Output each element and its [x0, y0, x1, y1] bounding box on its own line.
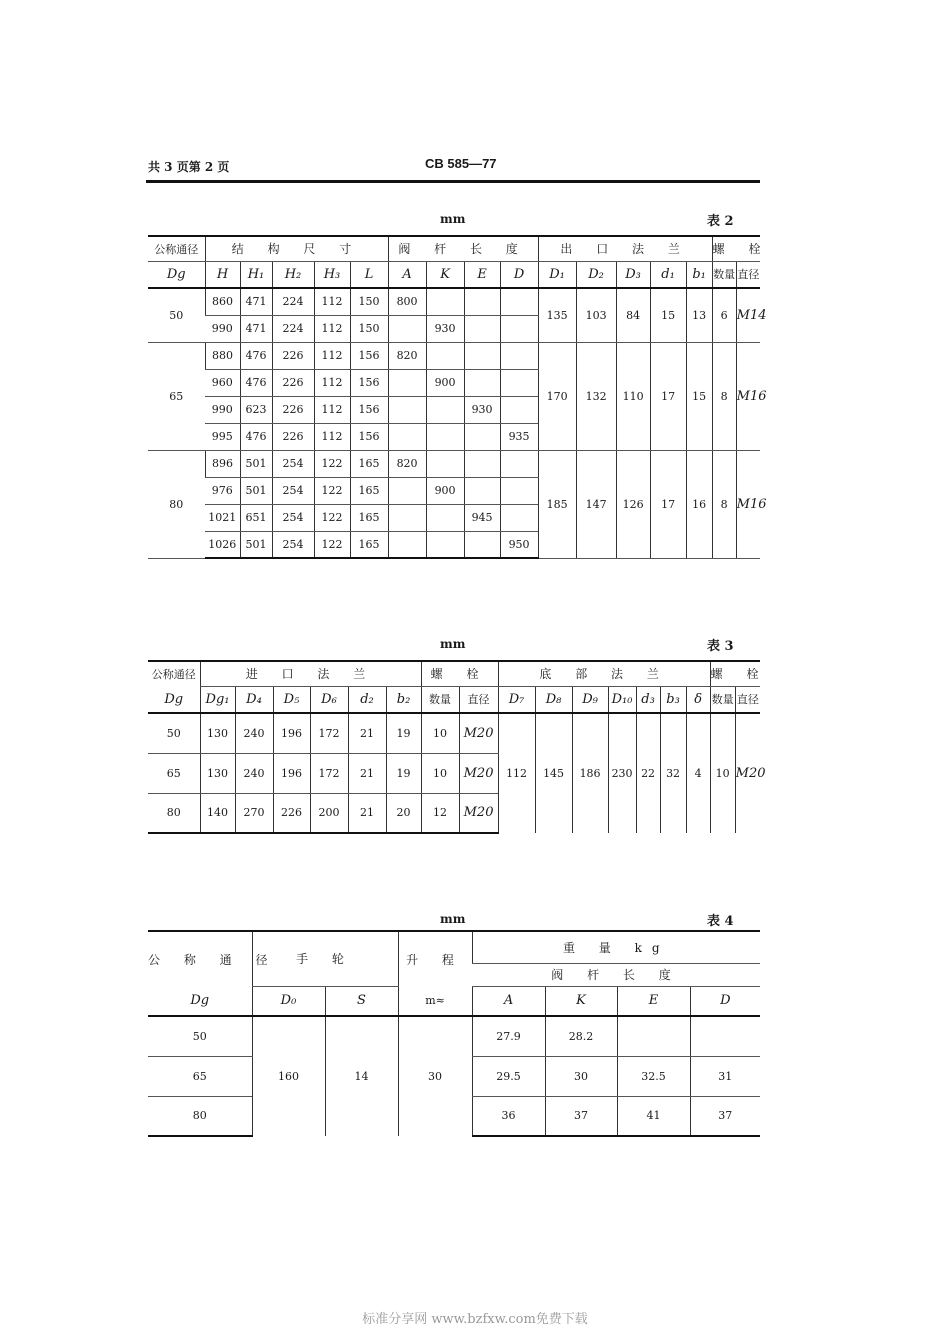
- table-cell: 820: [388, 450, 426, 477]
- table-cell: 27.9: [472, 1016, 545, 1056]
- table-cell: 976: [205, 477, 240, 504]
- column-header: D₉: [572, 686, 608, 713]
- table-row: [148, 986, 760, 1016]
- column-header: A: [388, 261, 426, 288]
- table-cell: 254: [272, 531, 314, 558]
- table-cell: 160: [252, 1016, 325, 1136]
- bolt-count: 8: [712, 450, 736, 558]
- table-cell: [426, 531, 464, 558]
- table-cell: 990: [205, 315, 240, 342]
- table-cell: 900: [426, 369, 464, 396]
- header-stem-length: 阀 杆 长 度: [472, 963, 760, 986]
- table-cell: 112: [314, 423, 350, 450]
- table-cell: 4: [686, 713, 710, 833]
- table-cell: 1026: [205, 531, 240, 558]
- table-cell: 196: [273, 753, 310, 793]
- table-cell: 226: [272, 396, 314, 423]
- table-cell: 150: [350, 288, 388, 315]
- table-cell: 31: [690, 1056, 760, 1096]
- table-cell: 476: [240, 369, 272, 396]
- table-cell: 900: [426, 477, 464, 504]
- column-header: 数量: [421, 686, 459, 713]
- table2-unit: mm: [440, 212, 466, 226]
- table-cell: 32.5: [617, 1056, 690, 1096]
- table-cell: [500, 450, 538, 477]
- table-cell: 165: [350, 504, 388, 531]
- dg-cell: 50: [148, 1016, 252, 1056]
- column-header: H: [205, 261, 240, 288]
- table2-label: 表 2: [707, 214, 734, 229]
- table-cell: 950: [500, 531, 538, 558]
- table-cell: 36: [472, 1096, 545, 1136]
- table-cell: 112: [314, 315, 350, 342]
- bolt-size: M16: [736, 450, 760, 558]
- table-cell: 471: [240, 315, 272, 342]
- table-cell: 30: [398, 1016, 472, 1136]
- table-row: [148, 450, 760, 477]
- table-row: [148, 342, 760, 369]
- table-cell: 156: [350, 369, 388, 396]
- table-cell: 1021: [205, 504, 240, 531]
- table-row: [148, 661, 760, 686]
- table-cell: 122: [314, 504, 350, 531]
- table-cell: 185: [538, 450, 576, 558]
- column-header: D₄: [235, 686, 273, 713]
- header-s: S: [325, 986, 398, 1016]
- column-header: D: [690, 986, 760, 1016]
- table-cell: 112: [314, 396, 350, 423]
- standard-number: CB 585—77: [425, 156, 497, 171]
- table-cell: [426, 396, 464, 423]
- header-lift: 升 程: [398, 931, 472, 986]
- column-header: D₁₀: [608, 686, 636, 713]
- table-cell: 103: [576, 288, 616, 342]
- header-bolt: 螺 栓: [421, 661, 498, 686]
- table-cell: 21: [348, 713, 386, 753]
- table-cell: 19: [386, 753, 421, 793]
- table-cell: 172: [310, 753, 348, 793]
- column-header: Dg₁: [200, 686, 235, 713]
- table-row: [148, 1016, 760, 1056]
- table-cell: 240: [235, 713, 273, 753]
- table-cell: [464, 342, 500, 369]
- table-cell: 165: [350, 477, 388, 504]
- column-header: Dg: [148, 686, 200, 713]
- table-cell: 224: [272, 315, 314, 342]
- table-cell: 172: [310, 713, 348, 753]
- table-cell: [388, 315, 426, 342]
- table-row: [148, 288, 760, 315]
- header-stem-length: 阀 杆 长 度: [388, 236, 538, 261]
- table-cell: 112: [314, 369, 350, 396]
- table-cell: 165: [350, 531, 388, 558]
- table-cell: 270: [235, 793, 273, 833]
- table-cell: [464, 531, 500, 558]
- bolt-count: 6: [712, 288, 736, 342]
- table-cell: 960: [205, 369, 240, 396]
- table-cell: [500, 288, 538, 315]
- table-cell: 896: [205, 450, 240, 477]
- column-header: D: [500, 261, 538, 288]
- table-cell: 10: [421, 713, 459, 753]
- table-cell: 80: [148, 793, 200, 833]
- table-cell: M20: [459, 753, 498, 793]
- table-cell: [500, 396, 538, 423]
- table-cell: [464, 450, 500, 477]
- column-header: b₃: [660, 686, 686, 713]
- table-cell: 22: [636, 713, 660, 833]
- table-cell: 930: [426, 315, 464, 342]
- table-cell: 501: [240, 531, 272, 558]
- table-cell: 17: [650, 342, 686, 450]
- table-cell: 15: [686, 342, 712, 450]
- table-cell: 84: [616, 288, 650, 342]
- table-row: [148, 261, 760, 288]
- table-cell: 145: [535, 713, 572, 833]
- table-cell: 186: [572, 713, 608, 833]
- table-cell: 196: [273, 713, 310, 753]
- table-cell: 130: [200, 753, 235, 793]
- table-cell: 10: [710, 713, 735, 833]
- column-header: 直径: [735, 686, 760, 713]
- column-header: H₂: [272, 261, 314, 288]
- header-rule: [146, 180, 760, 183]
- column-header: δ: [686, 686, 710, 713]
- table-row: [148, 236, 760, 261]
- table-cell: 471: [240, 288, 272, 315]
- column-header: L: [350, 261, 388, 288]
- table-cell: [388, 423, 426, 450]
- table-cell: 880: [205, 342, 240, 369]
- table-4: [148, 930, 760, 1137]
- table-cell: 935: [500, 423, 538, 450]
- table-cell: 122: [314, 450, 350, 477]
- table-cell: 21: [348, 753, 386, 793]
- table3-label: 表 3: [707, 639, 734, 654]
- table-cell: [426, 342, 464, 369]
- table-cell: [426, 288, 464, 315]
- column-header: b₂: [386, 686, 421, 713]
- table-cell: 126: [616, 450, 650, 558]
- dg-cell: 65: [148, 1056, 252, 1096]
- table-cell: 156: [350, 423, 388, 450]
- column-header: E: [464, 261, 500, 288]
- table-cell: [500, 369, 538, 396]
- table-cell: 12: [421, 793, 459, 833]
- dg-cell: 80: [148, 1096, 252, 1136]
- table-cell: 147: [576, 450, 616, 558]
- table-cell: 21: [348, 793, 386, 833]
- column-header: H₃: [314, 261, 350, 288]
- table-cell: [500, 342, 538, 369]
- table-cell: [464, 369, 500, 396]
- table-cell: 10: [421, 753, 459, 793]
- table-cell: 112: [498, 713, 535, 833]
- column-header: K: [426, 261, 464, 288]
- table-cell: [500, 315, 538, 342]
- footer-watermark: 标准分享网 www.bzfxw.com免费下载: [362, 1312, 588, 1327]
- table-cell: M20: [459, 793, 498, 833]
- table-cell: [464, 423, 500, 450]
- column-header: H₁: [240, 261, 272, 288]
- table-cell: 200: [310, 793, 348, 833]
- table-cell: 112: [314, 342, 350, 369]
- table-cell: [388, 477, 426, 504]
- table-cell: 945: [464, 504, 500, 531]
- table-cell: 132: [576, 342, 616, 450]
- table-cell: 112: [314, 288, 350, 315]
- table-cell: 140: [200, 793, 235, 833]
- table-row: [148, 931, 760, 963]
- column-header: D₅: [273, 686, 310, 713]
- table-cell: M20: [735, 713, 760, 833]
- table-cell: [388, 531, 426, 558]
- bolt-size: M16: [736, 342, 760, 450]
- table-cell: 15: [650, 288, 686, 342]
- table-cell: 19: [386, 713, 421, 753]
- table-cell: 651: [240, 504, 272, 531]
- table3-unit: mm: [440, 637, 466, 651]
- table-cell: 254: [272, 504, 314, 531]
- column-header: 直径: [736, 261, 760, 288]
- dg-cell: 50: [148, 288, 205, 342]
- column-header: D₆: [310, 686, 348, 713]
- table-cell: 32: [660, 713, 686, 833]
- header-inlet-flange: 进 口 法 兰: [200, 661, 421, 686]
- table-cell: [426, 504, 464, 531]
- table-cell: [464, 477, 500, 504]
- table-cell: 29.5: [472, 1056, 545, 1096]
- header-nominal-size: 公 称 通 径: [148, 931, 252, 986]
- table-cell: 860: [205, 288, 240, 315]
- bolt-size: M14: [736, 288, 760, 342]
- table-cell: 226: [272, 342, 314, 369]
- table-row: [148, 686, 760, 713]
- table-cell: 226: [272, 369, 314, 396]
- table-cell: 226: [272, 423, 314, 450]
- header-nominal-size: 公称通径: [148, 236, 205, 261]
- column-header: d₃: [636, 686, 660, 713]
- table-cell: 13: [686, 288, 712, 342]
- column-header: D₂: [576, 261, 616, 288]
- column-header: 数量: [710, 686, 735, 713]
- table-cell: 224: [272, 288, 314, 315]
- table-cell: 820: [388, 342, 426, 369]
- table-cell: [464, 315, 500, 342]
- header-d0: D₀: [252, 986, 325, 1016]
- table-cell: 150: [350, 315, 388, 342]
- table-cell: [426, 450, 464, 477]
- header-dg: Dg: [148, 986, 252, 1016]
- column-header: b₁: [686, 261, 712, 288]
- table-cell: [388, 369, 426, 396]
- table-cell: [500, 504, 538, 531]
- header-structure-dims: 结 构 尺 寸: [205, 236, 388, 261]
- column-header: E: [617, 986, 690, 1016]
- table-cell: 37: [690, 1096, 760, 1136]
- column-header: D₁: [538, 261, 576, 288]
- table-cell: [388, 396, 426, 423]
- page-count: 共 3 页第 2 页: [148, 160, 230, 174]
- table-cell: 623: [240, 396, 272, 423]
- table-cell: 240: [235, 753, 273, 793]
- table-cell: 41: [617, 1096, 690, 1136]
- table-3: [148, 660, 769, 834]
- table-cell: 930: [464, 396, 500, 423]
- table-cell: 28.2: [545, 1016, 617, 1056]
- header-outlet-flange: 出 口 法 兰: [538, 236, 712, 261]
- column-header: Dg: [148, 261, 205, 288]
- dg-cell: 65: [148, 342, 205, 450]
- table-cell: 122: [314, 477, 350, 504]
- table-cell: [500, 477, 538, 504]
- table-cell: M20: [459, 713, 498, 753]
- table-cell: 165: [350, 450, 388, 477]
- table-cell: 110: [616, 342, 650, 450]
- header-handwheel: 手 轮: [252, 931, 398, 986]
- column-header: d₁: [650, 261, 686, 288]
- table-cell: 990: [205, 396, 240, 423]
- table-cell: 501: [240, 450, 272, 477]
- column-header: 数量: [712, 261, 736, 288]
- table-cell: 476: [240, 423, 272, 450]
- header-lift-unit: m≈: [398, 986, 472, 1016]
- table-cell: 226: [273, 793, 310, 833]
- table-cell: 230: [608, 713, 636, 833]
- dg-cell: 80: [148, 450, 205, 558]
- header-nominal-size: 公称通径: [148, 661, 200, 686]
- table-cell: 14: [325, 1016, 398, 1136]
- table-cell: 30: [545, 1056, 617, 1096]
- column-header: D₈: [535, 686, 572, 713]
- column-header: D₇: [498, 686, 535, 713]
- table-cell: 16: [686, 450, 712, 558]
- table-cell: 156: [350, 396, 388, 423]
- header-bottom-flange: 底 部 法 兰: [498, 661, 710, 686]
- table-cell: 135: [538, 288, 576, 342]
- table-cell: [426, 423, 464, 450]
- header-bolt: 螺 栓: [712, 236, 760, 261]
- table-cell: 130: [200, 713, 235, 753]
- table-cell: 50: [148, 713, 200, 753]
- table-cell: 17: [650, 450, 686, 558]
- table-cell: 254: [272, 450, 314, 477]
- table-cell: 122: [314, 531, 350, 558]
- table-cell: 170: [538, 342, 576, 450]
- table-cell: [690, 1016, 760, 1056]
- table-cell: 501: [240, 477, 272, 504]
- table-cell: 20: [386, 793, 421, 833]
- column-header: K: [545, 986, 617, 1016]
- table-cell: 254: [272, 477, 314, 504]
- table-cell: 37: [545, 1096, 617, 1136]
- table-2: [148, 235, 771, 559]
- column-header: d₂: [348, 686, 386, 713]
- table-cell: 995: [205, 423, 240, 450]
- table-cell: [617, 1016, 690, 1056]
- table-cell: [464, 288, 500, 315]
- table-row: [148, 713, 760, 753]
- table4-unit: mm: [440, 912, 466, 926]
- table4-label: 表 4: [707, 914, 734, 929]
- table-cell: 156: [350, 342, 388, 369]
- column-header: D₃: [616, 261, 650, 288]
- column-header: A: [472, 986, 545, 1016]
- table-cell: 65: [148, 753, 200, 793]
- header-bolt: 螺 栓: [710, 661, 760, 686]
- table-cell: 800: [388, 288, 426, 315]
- bolt-count: 8: [712, 342, 736, 450]
- table-cell: 476: [240, 342, 272, 369]
- header-weight: 重 量 kg: [472, 931, 760, 963]
- table-cell: [388, 504, 426, 531]
- column-header: 直径: [459, 686, 498, 713]
